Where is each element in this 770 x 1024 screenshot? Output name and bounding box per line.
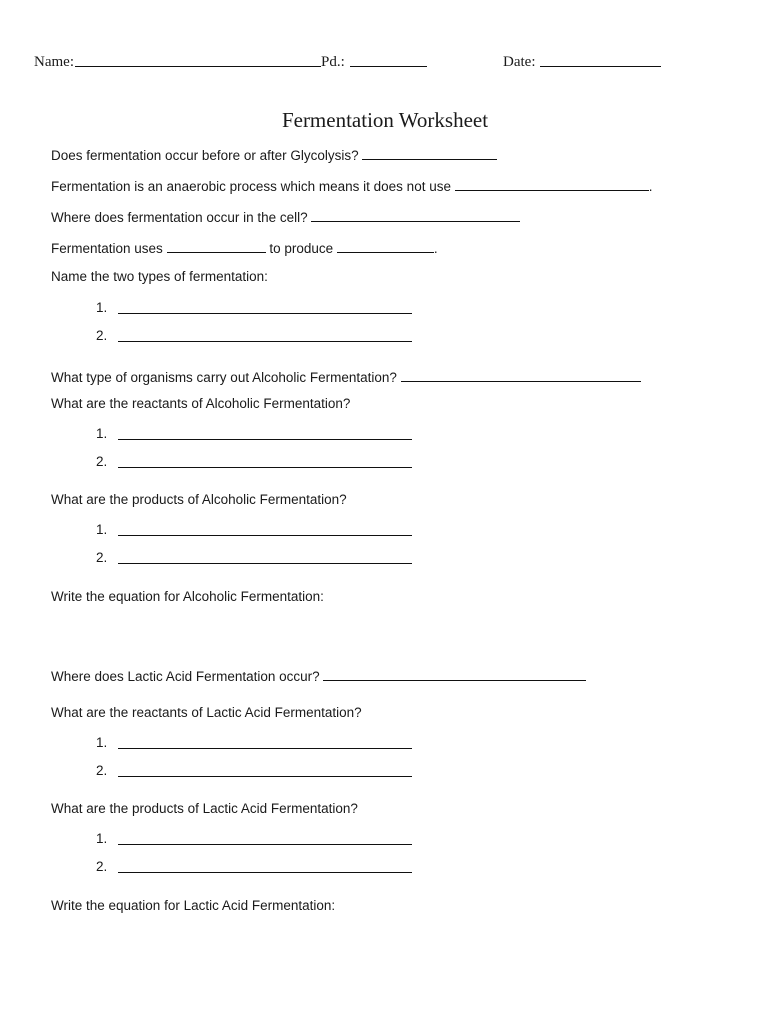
period-mark: . <box>433 241 438 256</box>
item-number: 2. <box>96 859 108 874</box>
date-field[interactable] <box>540 52 661 71</box>
answer-line[interactable] <box>118 776 412 777</box>
period-mark: . <box>648 179 653 194</box>
answer-blank-produce[interactable] <box>337 238 434 253</box>
answer-blank[interactable] <box>401 367 641 382</box>
question-two-types: Name the two types of fermentation: <box>51 269 268 284</box>
name-field[interactable] <box>75 52 321 71</box>
item-number: 1. <box>96 735 108 750</box>
item-number: 2. <box>96 328 108 343</box>
question-location-cell <box>51 207 520 225</box>
answer-line[interactable] <box>118 563 412 564</box>
question-text: Fermentation is an anaerobic process which means it does not use <box>51 179 451 194</box>
item-number: 1. <box>96 426 108 441</box>
answer-line[interactable] <box>118 872 412 873</box>
question-glycolysis-order <box>51 145 497 163</box>
worksheet-title: Fermentation Worksheet <box>281 108 489 132</box>
question-text: to produce <box>269 241 334 256</box>
question-organisms <box>51 367 641 385</box>
question-uses-produces <box>51 238 438 256</box>
question-alcoholic-equation: Write the equation for Alcoholic Fermentation: <box>51 589 324 604</box>
answer-line[interactable] <box>118 844 412 845</box>
question-text: Fermentation uses <box>51 241 163 256</box>
item-number: 1. <box>96 831 108 846</box>
question-alcoholic-products: What are the products of Alcoholic Fermentation? <box>51 492 347 507</box>
answer-line[interactable] <box>118 439 412 440</box>
answer-line[interactable] <box>118 467 412 468</box>
item-number: 2. <box>96 550 108 565</box>
answer-blank[interactable] <box>455 176 649 191</box>
question-text: Where does Lactic Acid Fermentation occur? <box>51 669 320 684</box>
answer-line[interactable] <box>118 341 412 342</box>
item-number: 2. <box>96 454 108 469</box>
item-number: 1. <box>96 300 108 315</box>
name-label: Name: <box>34 54 74 70</box>
question-lactic-products: What are the products of Lactic Acid Fermentation? <box>51 801 358 816</box>
period-label: Pd.: <box>321 54 345 70</box>
item-number: 1. <box>96 522 108 537</box>
date-label: Date: <box>503 54 536 70</box>
answer-line[interactable] <box>118 313 412 314</box>
question-text: What type of organisms carry out Alcoholic Fermentation? <box>51 370 397 385</box>
period-field[interactable] <box>350 52 427 71</box>
answer-blank[interactable] <box>311 207 520 222</box>
question-lactic-equation: Write the equation for Lactic Acid Fermentation: <box>51 898 336 913</box>
question-lactic-reactants: What are the reactants of Lactic Acid Fermentation? <box>51 705 362 720</box>
question-lactic-location <box>51 666 586 684</box>
question-text: Does fermentation occur before or after Glycolysis? <box>51 148 359 163</box>
answer-blank[interactable] <box>323 666 586 681</box>
answer-blank[interactable] <box>362 145 497 160</box>
answer-blank-uses[interactable] <box>167 238 266 253</box>
question-alcoholic-reactants: What are the reactants of Alcoholic Fermentation? <box>51 396 351 411</box>
item-number: 2. <box>96 763 108 778</box>
question-text: Where does fermentation occur in the cell? <box>51 210 308 225</box>
answer-line[interactable] <box>118 535 412 536</box>
answer-line[interactable] <box>118 748 412 749</box>
question-anaerobic <box>51 176 653 194</box>
